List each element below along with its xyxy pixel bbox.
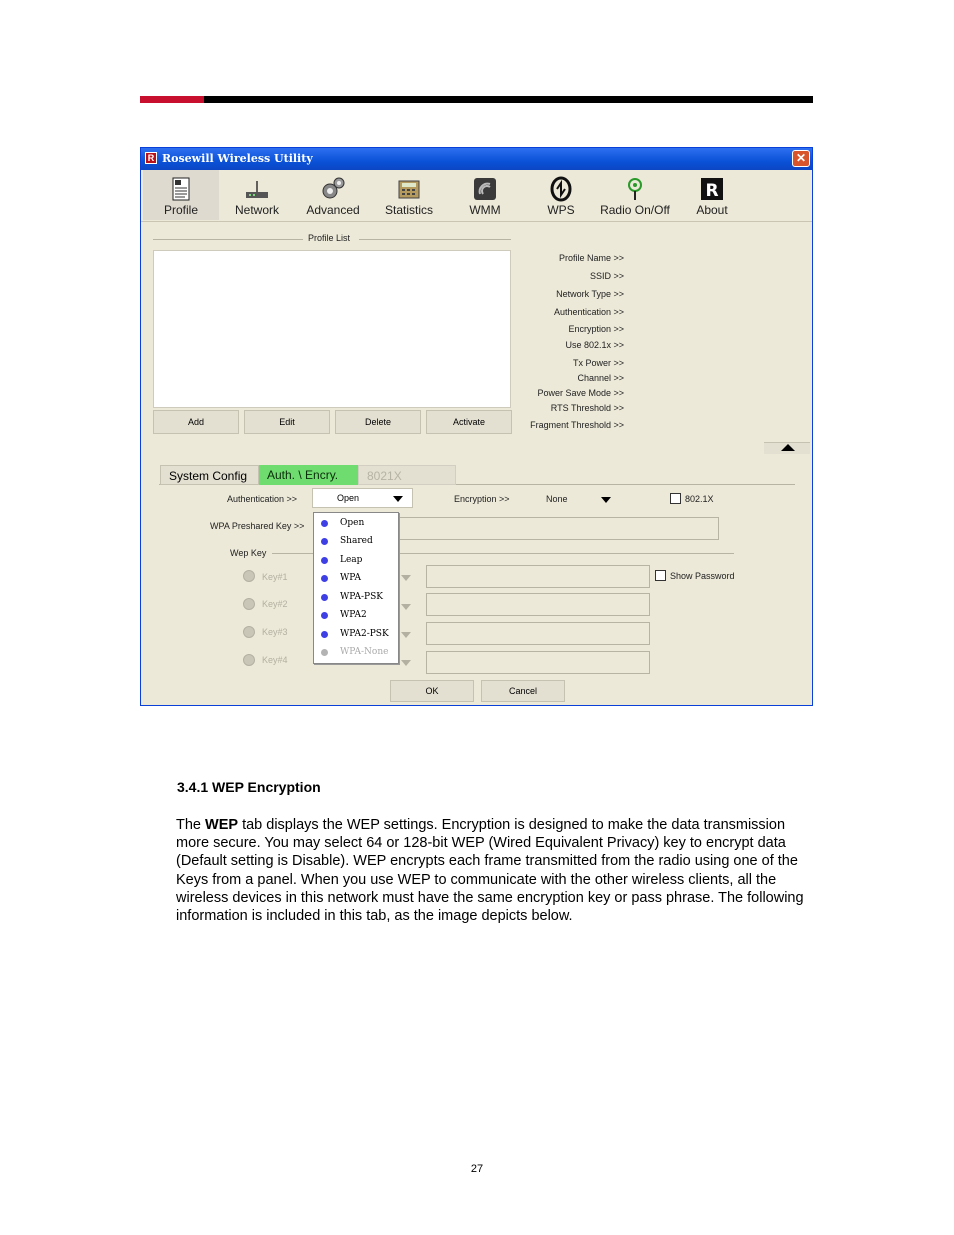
chevron-up-icon [781, 444, 795, 451]
rts-threshold-label: RTS Threshold >> [550, 403, 624, 413]
toolbar-wmm[interactable] [447, 170, 523, 220]
window-title: Rosewill Wireless Utility [162, 152, 313, 165]
bullet-icon [321, 538, 328, 545]
toolbar-about[interactable] [677, 170, 747, 220]
toolbar-wps[interactable] [523, 170, 599, 220]
profile-list-title: Profile List [308, 233, 351, 243]
chevron-down-icon [393, 496, 403, 502]
edit-button[interactable]: Edit [244, 410, 330, 434]
key2-input[interactable] [426, 593, 650, 616]
ok-button[interactable]: OK [390, 680, 474, 702]
authentication-dropdown-list[interactable] [313, 512, 399, 664]
option-label: WPA-PSK [340, 592, 383, 602]
advanced-gears-icon [320, 176, 346, 202]
toolbar-label: Statistics [384, 203, 433, 217]
authentication-info-label: Authentication >> [553, 307, 624, 317]
dropdown-option-open[interactable] [314, 514, 398, 532]
close-button[interactable]: ✕ [792, 150, 810, 167]
fragment-threshold-label: Fragment Threshold >> [530, 420, 624, 430]
toolbar-label: Advanced [306, 203, 360, 217]
divider [359, 239, 511, 240]
wep-key-label: Wep Key [230, 548, 267, 558]
dropdown-option-wpa-none [314, 643, 398, 661]
use-8021x-checkbox[interactable] [670, 493, 681, 504]
power-save-mode-label: Power Save Mode >> [537, 388, 624, 398]
wps-icon [548, 176, 574, 202]
about-logo-icon [699, 176, 725, 202]
bullet-icon [321, 631, 328, 638]
option-label: WPA-None [340, 647, 389, 657]
key3-label: Key#3 [262, 627, 288, 637]
bullet-icon [321, 612, 328, 619]
show-password-label: Show Password [670, 571, 735, 581]
toolbar-radio-on-off[interactable] [593, 170, 677, 220]
option-label: Leap [340, 555, 363, 565]
header-rule-black [204, 96, 813, 103]
chevron-down-icon[interactable] [401, 632, 411, 638]
option-label: Shared [340, 536, 373, 546]
page-number: 27 [470, 1163, 484, 1175]
statistics-calculator-icon [396, 176, 422, 202]
channel-label: Channel >> [577, 373, 624, 383]
app-window [140, 147, 813, 706]
body-paragraph [176, 816, 816, 925]
key3-radio[interactable] [243, 626, 255, 638]
toolbar [141, 170, 812, 222]
chevron-down-icon[interactable] [401, 604, 411, 610]
toolbar-label: Network [234, 203, 279, 217]
para-rest: tab displays the WEP settings. Encryption is designed to make the data transmission more secure. You may select 64 or 128-bit WEP (Wired Equivalent Privacy) key to encrypt data (Default setting is Disable). WEP encrypts each frame transmitted from the radio using one of the Keys from a panel. When you use WEP to communicate with the other wireless clients, all the wireless devices in this network must have the same encryption key or pass phrase. The following information is included in this tab, as the image depicts below. [176, 817, 804, 925]
add-button[interactable]: Add [153, 410, 239, 434]
profile-list[interactable] [153, 250, 511, 408]
option-label: WPA2-PSK [340, 629, 389, 639]
title-bar[interactable] [141, 148, 812, 170]
profile-icon [168, 176, 194, 202]
key1-label: Key#1 [262, 572, 288, 582]
para-prefix: The [176, 817, 206, 833]
toolbar-label: About [696, 203, 728, 217]
option-label: WPA2 [340, 610, 367, 620]
authentication-value: Open [337, 493, 360, 503]
bullet-icon [321, 594, 328, 601]
show-password-checkbox[interactable] [655, 570, 666, 581]
encryption-select[interactable] [546, 494, 568, 504]
app-logo-icon: R [145, 152, 157, 164]
key4-input[interactable] [426, 651, 650, 674]
tab-auth-encry[interactable]: Auth. \ Encry. [259, 465, 358, 485]
divider [153, 239, 303, 240]
toolbar-profile[interactable] [143, 170, 219, 220]
chevron-down-icon[interactable] [601, 497, 611, 503]
key2-label: Key#2 [262, 599, 288, 609]
network-type-label: Network Type >> [556, 289, 624, 299]
toolbar-label: WPS [547, 203, 575, 217]
toolbar-label: Profile [163, 203, 198, 217]
network-icon [244, 176, 270, 202]
radio-icon [622, 176, 648, 202]
encryption-label: Encryption >> [454, 494, 510, 504]
key1-radio[interactable] [243, 570, 255, 582]
toolbar-label: Radio On/Off [600, 203, 670, 217]
dropdown-option-leap[interactable] [314, 551, 398, 569]
key2-radio[interactable] [243, 598, 255, 610]
delete-button[interactable]: Delete [335, 410, 421, 434]
bullet-icon [321, 520, 328, 527]
key3-input[interactable] [426, 622, 650, 645]
wmm-icon [472, 176, 498, 202]
header-rule-red [140, 96, 204, 103]
activate-button[interactable]: Activate [426, 410, 512, 434]
encryption-value: None [546, 494, 568, 504]
option-label: Open [340, 518, 365, 528]
profile-name-label: Profile Name >> [558, 253, 624, 263]
wpa-preshared-key-label: WPA Preshared Key >> [210, 521, 305, 531]
use-8021x-checkbox-label: 802.1X [685, 494, 714, 504]
encryption-info-label: Encryption >> [568, 324, 624, 334]
cancel-button[interactable]: Cancel [481, 680, 565, 702]
section-heading: 3.4.1 WEP Encryption [177, 779, 321, 795]
tx-power-label: Tx Power >> [572, 358, 624, 368]
bullet-icon [321, 557, 328, 564]
tab-system-config[interactable]: System Config [160, 465, 259, 485]
toolbar-network[interactable] [219, 170, 295, 220]
use-8021x-label: Use 802.1x >> [565, 340, 624, 350]
chevron-down-icon[interactable] [401, 575, 411, 581]
tab-8021x[interactable]: 8021X [358, 465, 456, 485]
key4-label: Key#4 [262, 655, 288, 665]
option-label: WPA [340, 573, 361, 583]
dropdown-option-wpa2-psk[interactable] [314, 625, 398, 643]
dropdown-option-wpa[interactable] [314, 569, 398, 587]
bullet-icon [321, 575, 328, 582]
ssid-label: SSID >> [589, 271, 624, 281]
svg-text:R: R [705, 181, 719, 201]
para-bold: WEP [205, 817, 239, 833]
toolbar-statistics[interactable] [371, 170, 447, 220]
key1-input[interactable] [426, 565, 650, 588]
chevron-down-icon[interactable] [401, 660, 411, 666]
authentication-select[interactable] [312, 488, 413, 508]
toolbar-label: WMM [469, 203, 501, 217]
dropdown-option-shared[interactable] [314, 532, 398, 550]
dropdown-option-wpa2[interactable] [314, 606, 398, 624]
authentication-label: Authentication >> [227, 494, 298, 504]
toolbar-advanced[interactable] [295, 170, 371, 220]
bullet-icon [321, 649, 328, 656]
dropdown-option-wpa-psk[interactable] [314, 588, 398, 606]
key4-radio[interactable] [243, 654, 255, 666]
collapse-button[interactable] [764, 442, 810, 454]
